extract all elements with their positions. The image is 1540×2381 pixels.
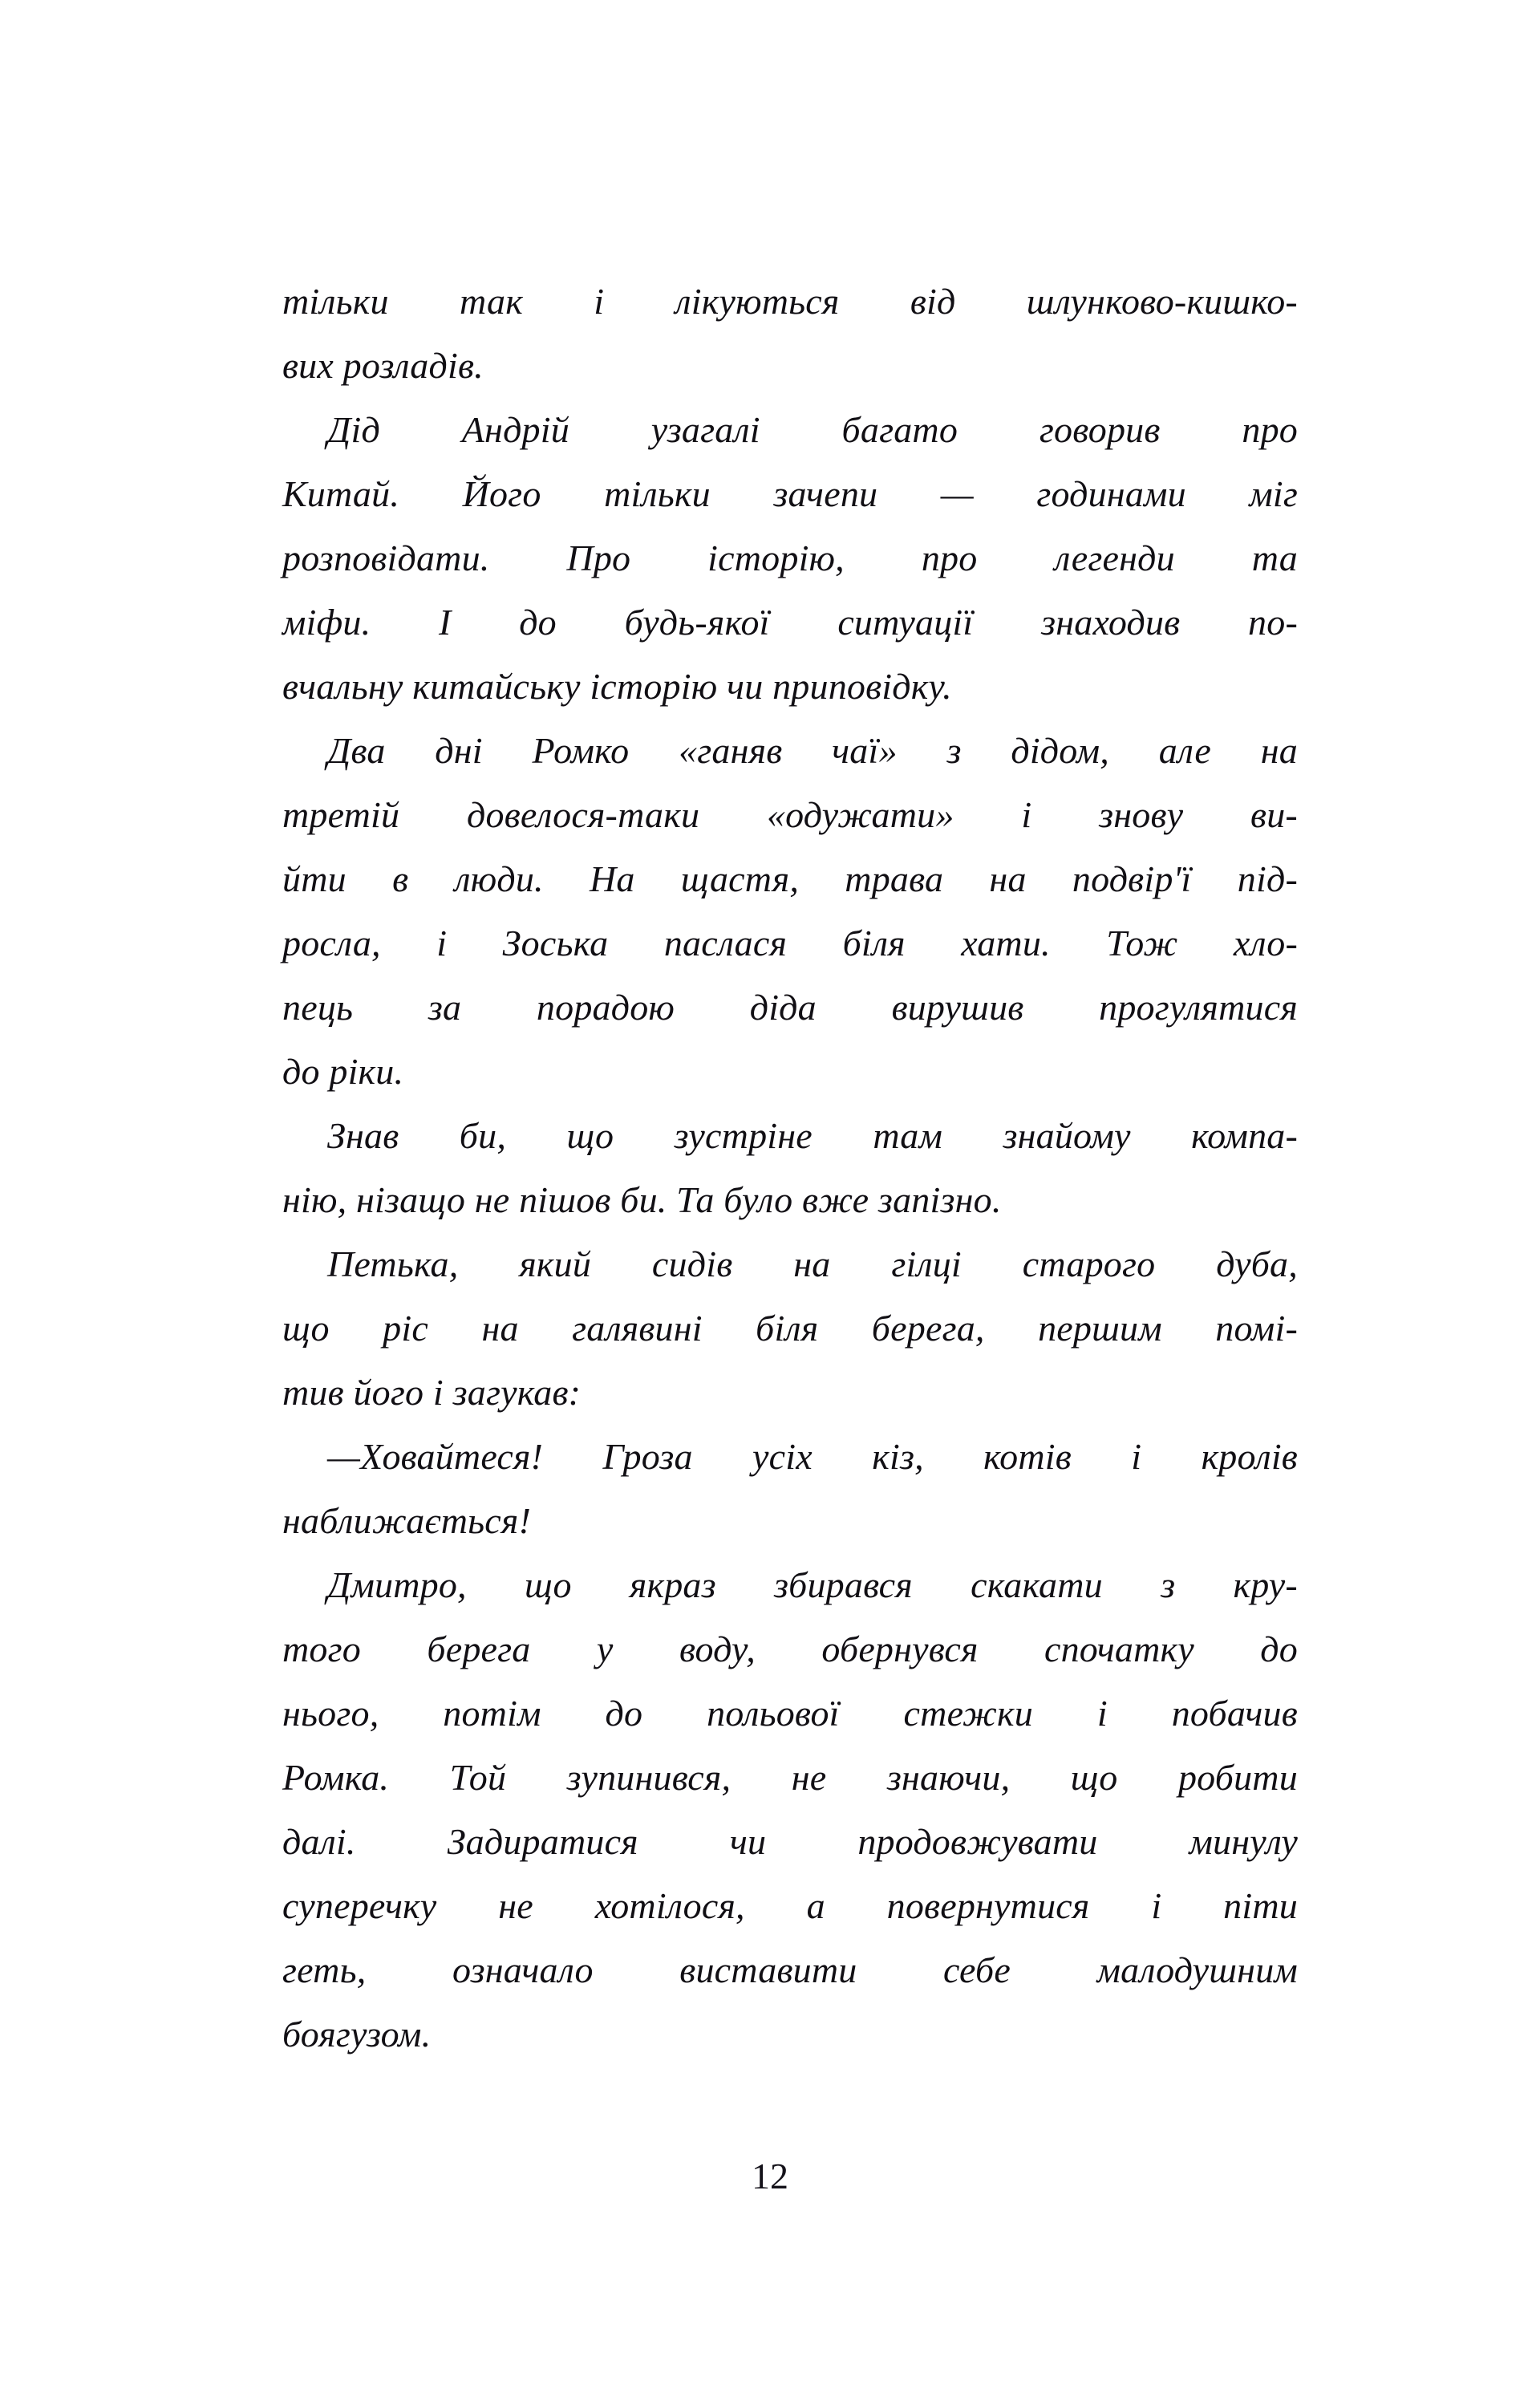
text-line: розповідати. Про історію, про легенди та [282,537,1298,578]
text-line: нію, нізащо не пішов би. Та було вже запізно. [282,1179,1002,1220]
text-line: суперечку не хотілося, а повернутися і піти [282,1885,1298,1926]
text-line: йти в люди. На щастя, трава на подвір'ї під- [282,858,1298,899]
text-line: боягузом. [282,2014,432,2054]
text-line: що ріс на галявині біля берега, першим помі- [282,1308,1298,1349]
text-line: далі. Задиратися чи продовжувати минулу [282,1821,1298,1862]
paragraph [282,1232,1298,1425]
text-line: вчальну китайську історію чи приповідку. [282,666,952,707]
text-line: Дмитро, що якраз збирався скакати з кру- [327,1564,1298,1605]
text-line: третій довелося-таки «одужати» і знову ви- [282,794,1298,835]
text-line: Знав би, що зустріне там знайому компа- [327,1115,1298,1156]
text-line: Ромка. Той зупинився, не знаючи, що робити [282,1757,1298,1798]
text-line: того берега у воду, обернувся спочатку до [282,1629,1298,1669]
text-line: тив його і загукав: [282,1372,582,1413]
paragraph [282,1425,1298,1553]
text-line: вих розладів. [282,345,484,386]
text-line: нього, потім до польової стежки і побачив [282,1693,1298,1734]
text-line: Китай. Його тільки зачепи — годинами міг [282,473,1298,514]
paragraph [282,1553,1298,2067]
paragraph [282,719,1298,1104]
paragraph [282,398,1298,719]
text-line: наближається! [282,1500,531,1541]
text-line: пець за порадою діда вирушив прогулятися [282,987,1298,1028]
text-line: міфи. І до будь-якої ситуації знаходив по- [282,602,1298,643]
text-line: —Ховайтеся! Гроза усіх кіз, котів і кролів [327,1436,1298,1477]
page-number: 12 [752,2156,788,2196]
text-line: Два дні Ромко «ганяв чаї» з дідом, але на [327,730,1298,771]
paragraph [282,270,1298,398]
text-line: Дід Андрій узагалі багато говорив про [327,409,1298,450]
paragraph [282,1104,1298,1232]
page-text-block [282,270,1298,2067]
text-line: тільки так і лікуються від шлунково-кишко- [282,281,1298,322]
text-line: росла, і Зоська паслася біля хати. Тож хло- [282,923,1298,963]
text-line: геть, означало виставити себе малодушним [282,1949,1298,1990]
text-line: до ріки. [282,1051,404,1092]
text-line: Петька, який сидів на гілці старого дуба, [327,1243,1298,1284]
